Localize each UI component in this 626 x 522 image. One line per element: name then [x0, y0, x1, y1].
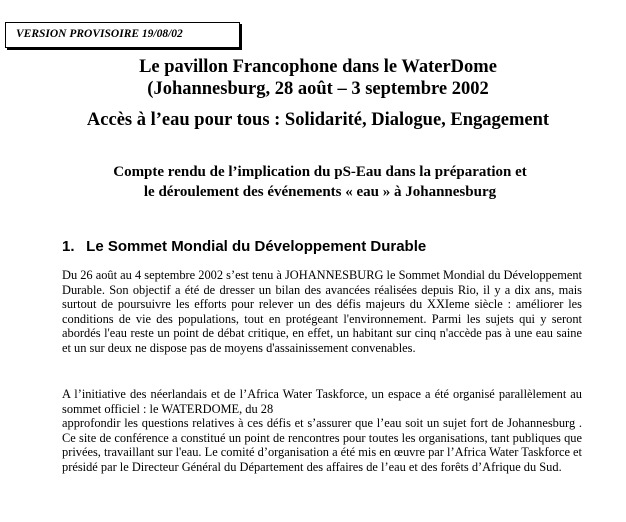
section-title: Le Sommet Mondial du Développement Durable [86, 238, 427, 255]
paragraph-2-line-1: A l’initiative des néerlandais et de l’Africa Water Taskforce, un espace a été organisé parallèlement au sommet officiel : le WATERDOME, du 28 [62, 387, 582, 416]
section-number: 1. [62, 238, 75, 255]
report-title-line-1: Compte rendu de l’implication du pS-Eau dans la préparation et [113, 164, 527, 180]
paragraph-1: Du 26 août au 4 septembre 2002 s’est tenu à JOHANNESBURG le Sommet Mondial du Développement Durable. Son objectif a été de dresser un bilan des avancées réalisées depuis Rio, il y a dix ans, mais surtout de poursuivre les efforts pour relever un des défis majeurs du XXIeme siècle : améliorer les conditions de vie des populations, tout en protégeant l'environnement. Parmi les sujets qui y seront abordés l'eau reste un point de débat critique, en effet, un habitant sur cinq n'accède pas à une eau saine et un sur deux ne dispose pas de moyens d'assainissement convenables. [62, 268, 582, 355]
document-title [48, 56, 588, 100]
section-heading [62, 238, 426, 255]
title-line-1: Le pavillon Francophone dans le WaterDome [139, 57, 497, 77]
report-title-line-2: le déroulement des événements « eau » à Johannesburg [143, 184, 497, 200]
title-line-2: (Johannesburg, 28 août – 3 septembre 2002 [147, 79, 489, 99]
paragraph-2 [62, 387, 582, 475]
version-label: VERSION PROVISOIRE 19/08/02 [5, 22, 240, 48]
paragraph-2-body: approfondir les questions relatives à ces défis et s’assurer que l’eau soit un sujet fort de Johannesburg . Ce site de conférence a constitué un point de rencontres pour toutes les organisations, tant publiques que privées, travaillant sur l'eau. Le comité d’organisation a été mis en œuvre par l’Africa Water Taskforce et présidé par le Directeur Général du Département des affaires de l’eau et des forêts d’Afrique du Sud. [62, 416, 582, 474]
report-title [60, 162, 580, 202]
document-subtitle: Accès à l’eau pour tous : Solidarité, Dialogue, Engagement [86, 110, 550, 130]
